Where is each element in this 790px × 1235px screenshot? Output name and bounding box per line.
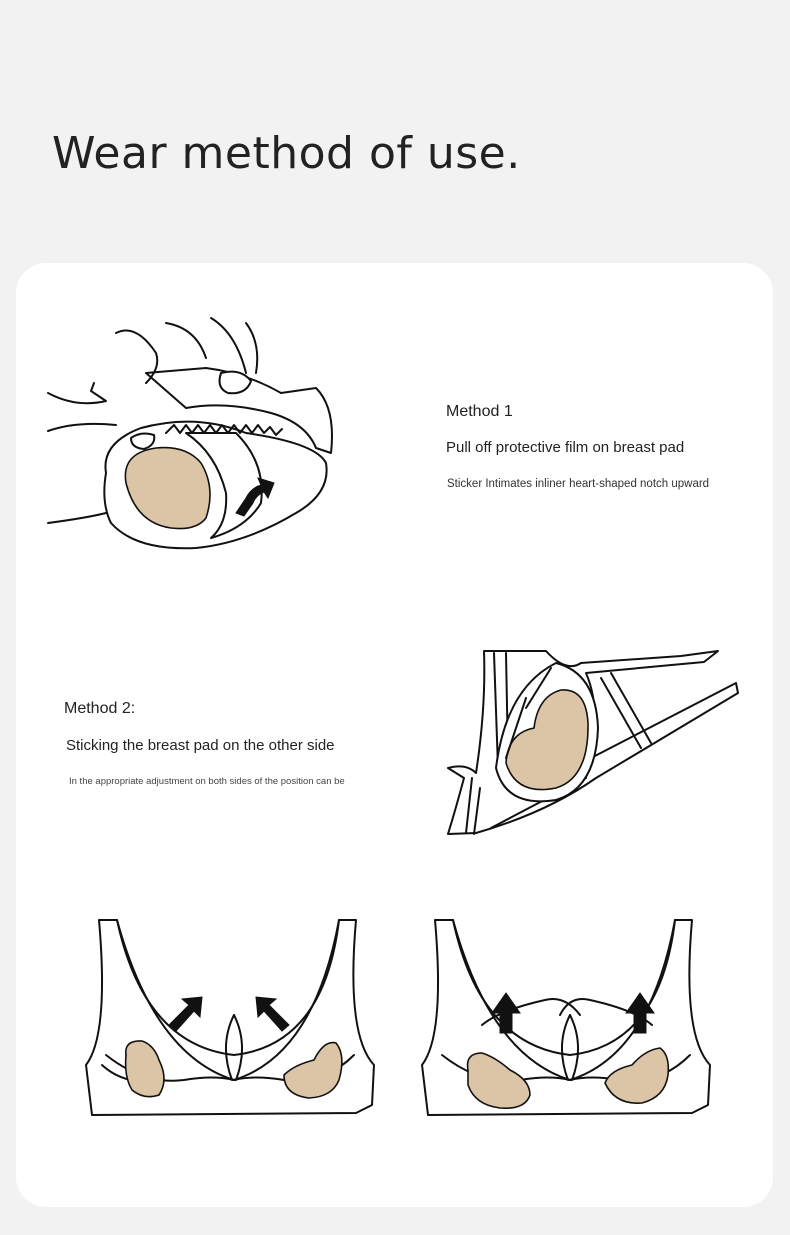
instruction-card bbox=[16, 263, 773, 1207]
cup-side-illustration bbox=[446, 648, 741, 838]
peel-film-illustration bbox=[46, 313, 346, 563]
method1-heading: Method 1 bbox=[446, 403, 513, 420]
page-title: Wear method of use. bbox=[52, 128, 521, 179]
method1-note: Sticker Intimates inliner heart-shaped notch upward bbox=[447, 478, 710, 490]
method1-instruction: Pull off protective film on breast pad bbox=[446, 439, 685, 456]
method2-instruction: Sticking the breast pad on the other side bbox=[66, 737, 335, 754]
bra-upward-arrows-illustration bbox=[420, 915, 715, 1120]
method2-heading: Method 2: bbox=[64, 700, 136, 717]
method2-note: In the appropriate adjustment on both sides of the position can be bbox=[69, 776, 345, 787]
bra-diagonal-arrows-illustration bbox=[84, 915, 379, 1120]
